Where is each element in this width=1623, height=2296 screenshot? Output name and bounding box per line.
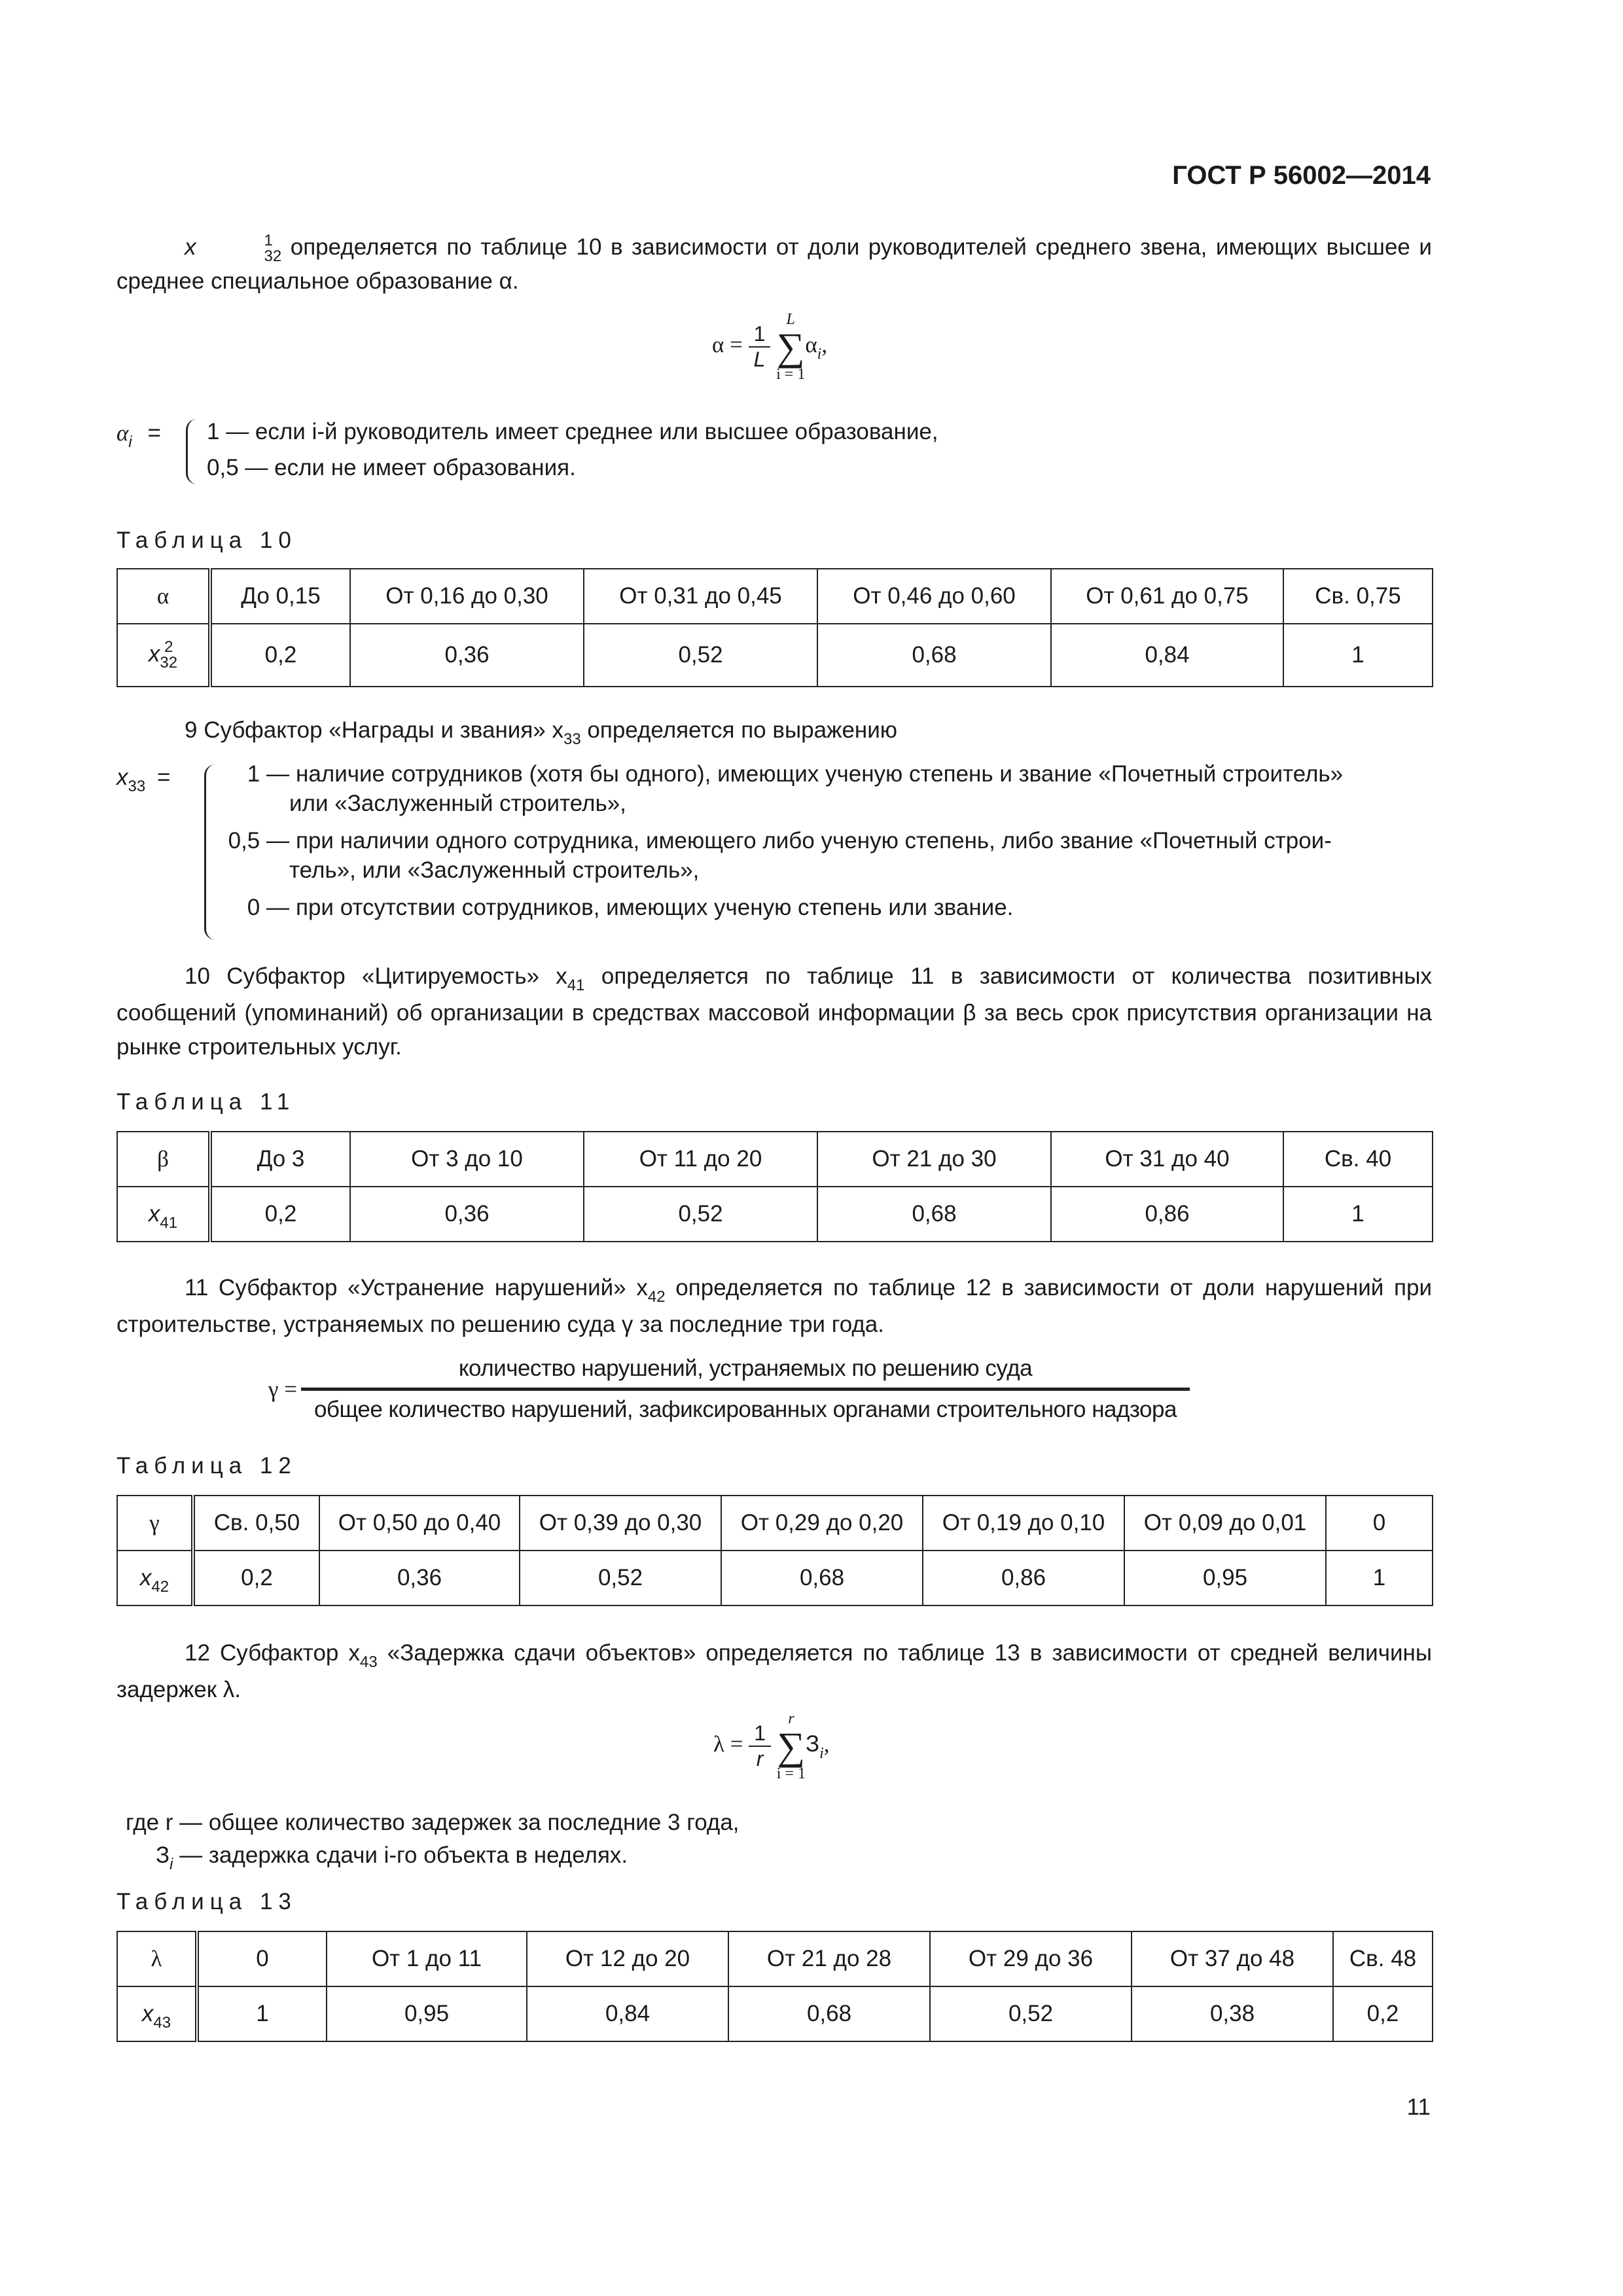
where-block (126, 1806, 740, 1874)
row-header (117, 624, 210, 687)
table-cell: 0,36 (350, 624, 584, 687)
paragraph-9 (116, 713, 1432, 750)
term-subscript: i (819, 1745, 824, 1763)
denominator: r (756, 1747, 764, 1770)
paragraph-text: определяется по таблице 10 в зависимости от доли руководителей среднего звена, имеющих высшее и среднее специальное образование α. (116, 234, 1432, 294)
table-cell: 0,86 (923, 1551, 1124, 1605)
table-cell: 1 (1326, 1551, 1433, 1605)
table-cell: 0,68 (728, 1986, 930, 2041)
term-subscript: i (817, 346, 822, 363)
alpha-i-definition (116, 416, 161, 453)
case-text: при отсутствии сотрудников, имеющих ученую степень или звание. (296, 895, 1014, 920)
where-text: — задержка сдачи i-го объекта в неделях. (173, 1842, 628, 1868)
table-cell: Св. 0,75 (1283, 569, 1433, 624)
page-number: 11 (1406, 2094, 1431, 2120)
paragraph-text-tail: «Задержка сдачи объектов» определяется по таблице 13 в зависимости от средней величины задержек λ. (116, 1640, 1432, 1702)
var-x: x (141, 2001, 154, 2026)
brace (204, 764, 215, 940)
subscript: i (169, 1856, 173, 1873)
row-header: α (117, 569, 210, 624)
case-text: при наличии одного сотрудника, имеющего либо ученую степень, либо звание «Почетный строи- (296, 828, 1332, 853)
var-x: x (185, 234, 196, 260)
var-x: x (116, 764, 128, 790)
sum-sign: L ∑ i = 1 (776, 311, 806, 383)
case-text-continued: или «Заслуженный строитель», (289, 791, 626, 816)
sum-term: α (805, 332, 817, 358)
table-cell: От 12 до 20 (527, 1931, 728, 1986)
brace (186, 419, 197, 484)
subscript: 41 (567, 977, 585, 994)
table-cell: 0,84 (527, 1986, 728, 2041)
formula-lhs: λ = (713, 1731, 743, 1757)
formula-gamma (268, 1350, 1190, 1429)
paragraph-text-tail: определяется по таблице 12 в зависимости от доли нарушений при строительстве, устраняемых по решению суда γ за последние три года. (116, 1275, 1432, 1337)
subscript: 33 (128, 778, 146, 795)
subscript: 41 (160, 1214, 178, 1232)
table-cell: 0,86 (1051, 1187, 1283, 1242)
table-row (117, 569, 1433, 624)
table-cell: 0,2 (210, 1187, 350, 1242)
case-value: 0,5 — (228, 828, 289, 853)
table-cell: До 3 (210, 1132, 350, 1187)
sum-lower-limit: i = 1 (776, 1765, 806, 1782)
sum-term: З (805, 1731, 820, 1757)
alpha-i-lhs: α (116, 420, 129, 446)
table-cell: От 0,29 до 0,20 (721, 1496, 923, 1551)
table-cell: 0,68 (817, 1187, 1051, 1242)
table-13-caption: Таблица 13 (116, 1889, 297, 1914)
table-cell: От 0,61 до 0,75 (1051, 569, 1283, 624)
table-cell: 0,84 (1051, 624, 1283, 687)
paragraph-text: 12 Субфактор x (185, 1640, 360, 1666)
table-cell: От 21 до 30 (817, 1132, 1051, 1187)
case-value: 0 — (247, 895, 289, 920)
formula-lambda (713, 1711, 830, 1782)
sum-upper-limit: r (788, 1710, 794, 1727)
punct: , (823, 1731, 830, 1757)
denominator: общее количество нарушений, зафиксированных органами строительного надзора (313, 1397, 1177, 1422)
table-cell: От 0,16 до 0,30 (350, 569, 584, 624)
table-cell: От 0,46 до 0,60 (817, 569, 1051, 624)
where-line-1: где r — общее количество задержек за последние 3 года, (126, 1810, 740, 1835)
fraction (749, 1721, 771, 1771)
table-cell: 0 (1326, 1496, 1433, 1551)
table-cell: 0,38 (1132, 1986, 1333, 2041)
row-header: λ (117, 1931, 197, 1986)
punct: , (821, 332, 828, 358)
table-10-caption: Таблица 10 (116, 528, 297, 553)
table-row (117, 1931, 1433, 1986)
table-cell: От 1 до 11 (327, 1931, 527, 1986)
table-13 (116, 1931, 1433, 2042)
table-row (117, 1187, 1433, 1242)
equals: = (147, 420, 161, 446)
table-10 (116, 568, 1433, 687)
subscript: 42 (151, 1578, 169, 1596)
table-row (117, 1551, 1433, 1605)
case-text-continued: тель», или «Заслуженный строитель», (289, 857, 700, 883)
formula-lhs: α = (712, 332, 743, 358)
row-header: γ (117, 1496, 193, 1551)
table-cell: 0,52 (584, 1187, 817, 1242)
table-cell: Св. 0,50 (193, 1496, 319, 1551)
x33-cases (216, 759, 1433, 922)
table-row (117, 1986, 1433, 2041)
table-cell: 0,52 (584, 624, 817, 687)
row-header: β (117, 1132, 210, 1187)
table-cell: От 0,50 до 0,40 (319, 1496, 520, 1551)
alpha-i-cases (207, 414, 938, 486)
table-cell: 0 (197, 1931, 327, 1986)
row-header (117, 1551, 193, 1605)
table-cell: От 0,19 до 0,10 (923, 1496, 1124, 1551)
case-1: 1 — если i-й руководитель имеет среднее или высшее образование, (207, 419, 938, 444)
paragraph-text: 9 Субфактор «Награды и звания» x (185, 717, 563, 743)
table-cell: От 0,39 до 0,30 (520, 1496, 721, 1551)
fraction (301, 1350, 1190, 1429)
table-cell: Св. 40 (1283, 1132, 1433, 1187)
var-x: x (139, 1565, 152, 1590)
subscript: 43 (359, 1653, 378, 1671)
row-header (117, 1986, 197, 2041)
table-cell: 0,52 (520, 1551, 721, 1605)
table-cell: От 0,31 до 0,45 (584, 569, 817, 624)
table-cell: 0,36 (350, 1187, 584, 1242)
paragraph-10 (116, 960, 1432, 1064)
table-11-caption: Таблица 11 (116, 1089, 296, 1115)
where-line-2 (126, 1839, 740, 1874)
table-cell: 0,2 (193, 1551, 319, 1605)
paragraph-11 (116, 1271, 1432, 1342)
table-cell: От 21 до 28 (728, 1931, 930, 1986)
case-1 (216, 759, 1433, 789)
var-x: x (148, 641, 160, 667)
x33-lhs (116, 764, 171, 795)
formula-alpha (712, 312, 827, 382)
table-cell: 0,68 (721, 1551, 923, 1605)
fraction (749, 322, 771, 372)
case-2: 0,5 — если не имеет образования. (207, 455, 576, 480)
table-cell: 0,95 (327, 1986, 527, 2041)
table-row (117, 624, 1433, 687)
numerator: 1 (749, 1721, 771, 1747)
table-cell: 0,2 (1333, 1986, 1433, 2041)
numerator: количество нарушений, устраняемых по решению суда (301, 1350, 1190, 1391)
sum-upper-limit: L (786, 311, 795, 328)
var-z: З (156, 1842, 170, 1868)
case-text: наличие сотрудников (хотя бы одного), имеющих ученую степень и звание «Почетный строитель» (296, 761, 1344, 787)
formula-lhs: γ = (268, 1376, 297, 1402)
paragraph-text: 10 Субфактор «Цитируемость» x (185, 963, 567, 989)
table-11 (116, 1131, 1433, 1242)
table-cell: 0,52 (930, 1986, 1132, 2041)
paragraph-12 (116, 1636, 1432, 1707)
document-header: ГОСТ Р 56002—2014 (1172, 161, 1431, 190)
table-cell: От 3 до 10 (350, 1132, 584, 1187)
paragraph-text-tail: определяется по выражению (580, 717, 898, 743)
sum-sign: r ∑ i = 1 (776, 1710, 806, 1782)
table-cell: От 0,09 до 0,01 (1124, 1496, 1326, 1551)
subscript: 42 (647, 1288, 666, 1306)
table-cell: От 31 до 40 (1051, 1132, 1283, 1187)
table-cell: От 29 до 36 (930, 1931, 1132, 1986)
table-cell: 0,2 (210, 624, 350, 687)
case-value: 1 — (247, 761, 289, 787)
alpha-i-subscript: i (128, 433, 132, 451)
table-cell: 1 (1283, 624, 1433, 687)
row-header (117, 1187, 210, 1242)
table-cell: 0,95 (1124, 1551, 1326, 1605)
subscript: 32 (264, 247, 282, 265)
table-12 (116, 1495, 1433, 1606)
table-row (117, 1496, 1433, 1551)
paragraph-x32 (116, 230, 1432, 298)
table-cell: Св. 48 (1333, 1931, 1433, 1986)
superscript: 1 (264, 231, 273, 249)
table-cell: От 37 до 48 (1132, 1931, 1333, 1986)
case-2 (216, 826, 1433, 855)
table-cell: 0,68 (817, 624, 1051, 687)
table-cell: 0,36 (319, 1551, 520, 1605)
subscript: 43 (153, 2014, 171, 2032)
table-cell: 1 (1283, 1187, 1433, 1242)
superscript: 2 (164, 638, 173, 656)
table-cell: До 0,15 (210, 569, 350, 624)
var-x: x (148, 1201, 160, 1227)
subscript: 33 (563, 730, 581, 748)
paragraph-text: 11 Субфактор «Устранение нарушений» x (185, 1275, 648, 1300)
equals: = (156, 764, 171, 790)
denominator: L (753, 348, 766, 371)
numerator: 1 (749, 322, 771, 348)
case-3 (216, 893, 1433, 922)
table-cell: От 11 до 20 (584, 1132, 817, 1187)
subscript: 32 (160, 654, 178, 672)
table-row (117, 1132, 1433, 1187)
table-12-caption: Таблица 12 (116, 1453, 297, 1479)
sum-lower-limit: i = 1 (776, 366, 806, 383)
paragraph-text-tail: определяется по таблице 11 в зависимости от количества позитивных сообщений (упоминаний) об организации в средствах массовой информации β за весь срок присутствия организации на рынке строительных услуг. (116, 963, 1433, 1060)
table-cell: 1 (197, 1986, 327, 2041)
